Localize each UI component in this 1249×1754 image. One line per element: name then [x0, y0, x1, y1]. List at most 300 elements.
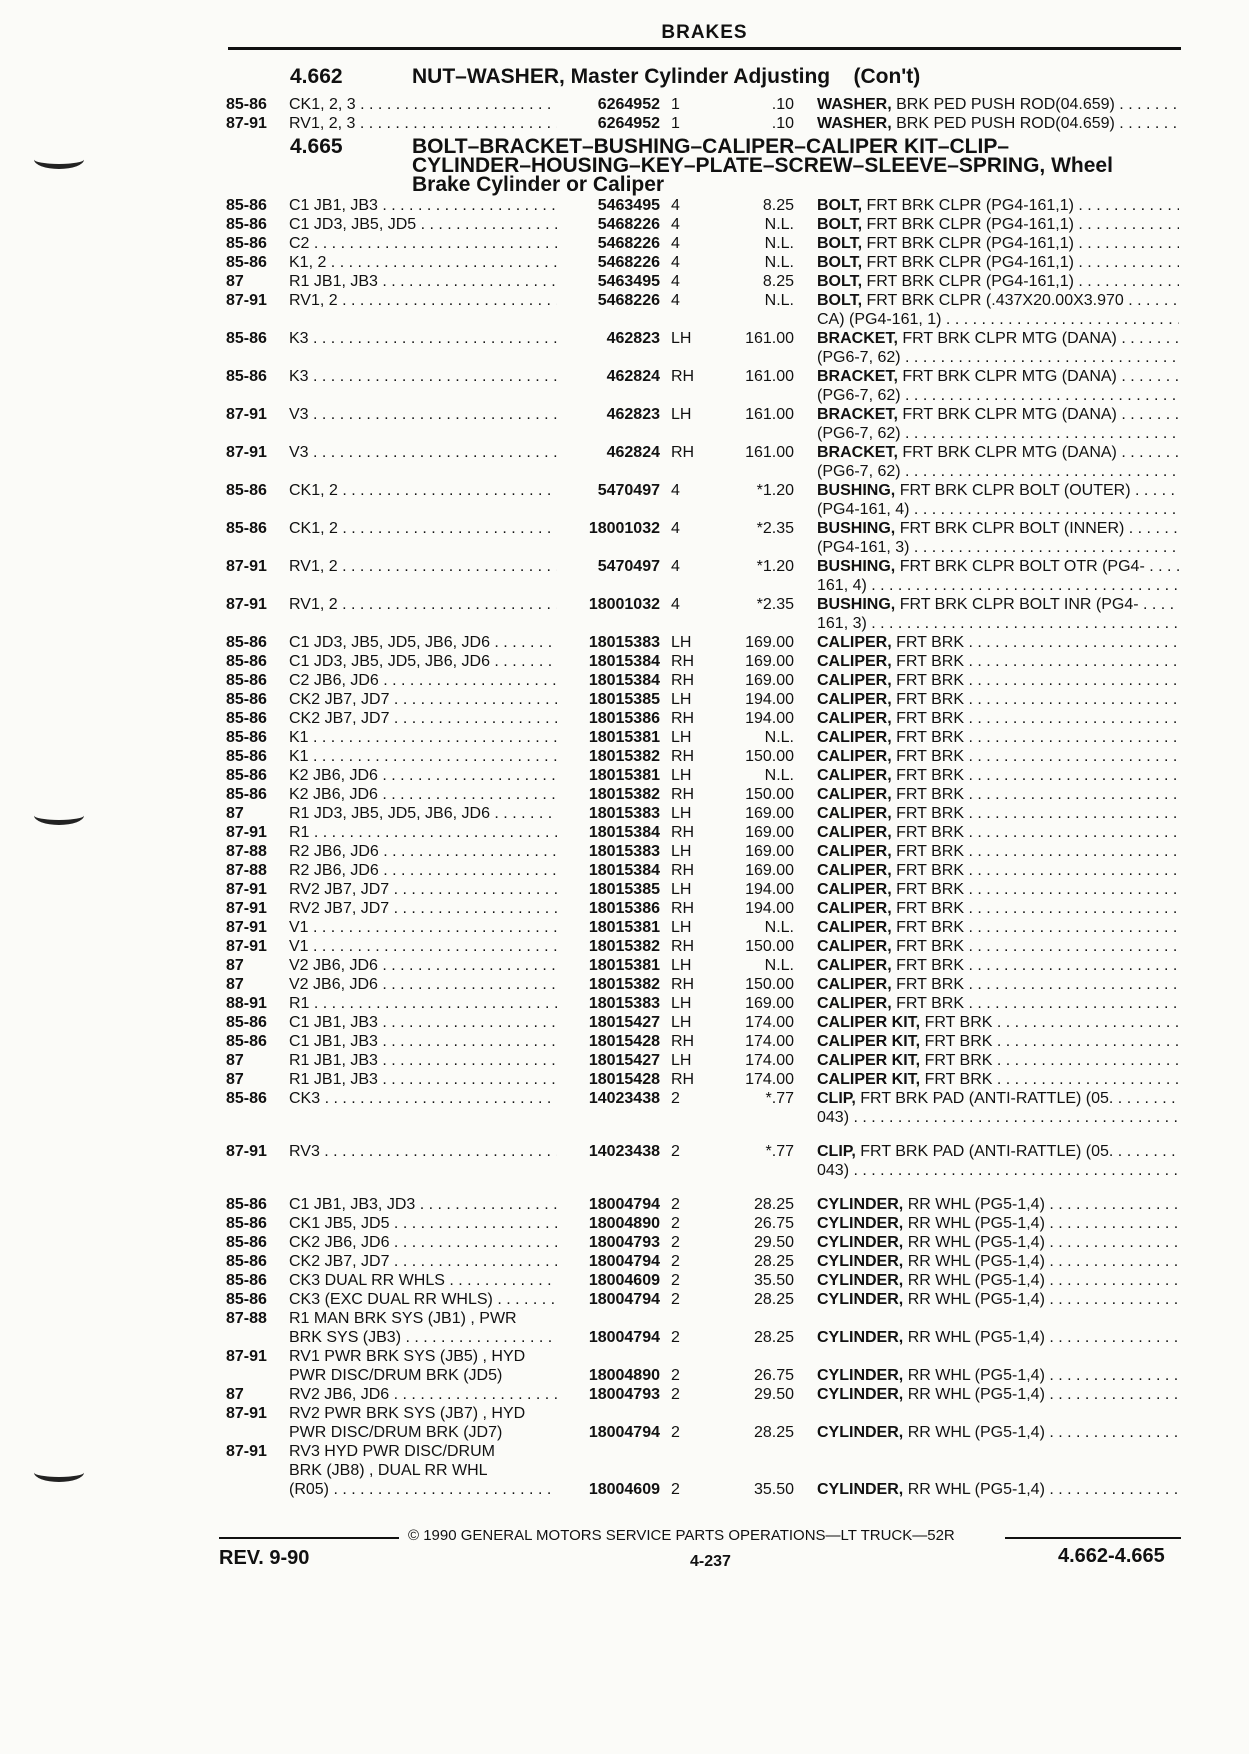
description-text: RR WHL (PG5-1,4) . . . [908, 1253, 1179, 1270]
description-text: (PG6-7, 62) . . . [817, 349, 1179, 366]
table-row [0, 215, 1249, 234]
section-title-lines [412, 137, 1192, 194]
quantity: LH [671, 805, 692, 822]
table-row [0, 1404, 1249, 1423]
application: BRK SYS (JB3) . . . [289, 1328, 557, 1347]
application: CK1, 2 . . . [289, 481, 557, 500]
part-number: 18015428 [588, 1033, 660, 1050]
table-row [0, 652, 1249, 671]
price: 194.00 [745, 881, 794, 898]
quantity: RH [671, 786, 695, 803]
part-name: CALIPER, [817, 767, 892, 784]
table-row [0, 481, 1249, 500]
part-number: 18004794 [588, 1424, 660, 1441]
part-number: 18004609 [588, 1481, 660, 1498]
price: 29.50 [753, 1234, 794, 1251]
table-row [0, 1127, 1249, 1142]
table-row [0, 614, 1249, 633]
quantity: LH [671, 995, 692, 1012]
part-number: 18004794 [588, 1196, 660, 1213]
table-row [0, 1271, 1249, 1290]
part-number: 18015383 [588, 634, 660, 651]
part-name: CALIPER KIT, [817, 1071, 921, 1088]
part-number: 14023438 [588, 1143, 660, 1160]
application: RV1, 2 . . . [289, 291, 557, 310]
table-row [0, 310, 1249, 329]
part-description [817, 1252, 1179, 1271]
quantity: 4 [671, 273, 680, 290]
quantity: RH [671, 862, 695, 879]
part-description [817, 1108, 1179, 1127]
model-year: 85-86 [226, 710, 267, 727]
table-row [0, 1442, 1249, 1461]
model-year: 87 [226, 976, 244, 993]
price: 35.50 [753, 1481, 794, 1498]
part-name: BUSHING, [817, 482, 896, 499]
application: R1 . . . [289, 994, 557, 1013]
quantity: LH [671, 330, 692, 347]
part-description [817, 576, 1179, 595]
part-name: CYLINDER, [817, 1234, 904, 1251]
application: PWR DISC/DRUM BRK (JD7) [289, 1424, 503, 1441]
table-row [0, 367, 1249, 386]
table-row [0, 1290, 1249, 1309]
quantity: RH [671, 672, 695, 689]
price: *2.35 [756, 596, 794, 613]
part-name: CALIPER, [817, 957, 892, 974]
price: 8.25 [762, 273, 794, 290]
part-description [817, 1214, 1179, 1233]
price: N.L. [764, 729, 794, 746]
table-row [0, 1108, 1249, 1127]
part-description [817, 367, 1179, 386]
description-text: FRT BRK . . . [925, 1052, 1179, 1069]
quantity: LH [671, 406, 692, 423]
application: RV2 PWR BRK SYS (JB7) , HYD [289, 1405, 526, 1422]
part-description [817, 291, 1179, 310]
table-row [0, 424, 1249, 443]
section-title-line: CYLINDER–HOUSING–KEY–PLATE–SCREW–SLEEVE–SPRING, Wheel [412, 154, 1113, 177]
quantity: RH [671, 748, 695, 765]
description-text: FRT BRK . . . [896, 938, 1179, 955]
part-description [817, 1013, 1179, 1032]
model-year: 85-86 [226, 1215, 267, 1232]
price: 28.25 [753, 1329, 794, 1346]
part-description [817, 842, 1179, 861]
part-description [817, 1142, 1179, 1161]
model-year: 87-91 [226, 596, 267, 613]
price: 174.00 [745, 1071, 794, 1088]
model-year: 87-91 [226, 444, 267, 461]
description-text: RR WHL (PG5-1,4) . . . [908, 1215, 1179, 1232]
description-text: FRT BRK . . . [925, 1033, 1179, 1050]
part-description [817, 652, 1179, 671]
quantity: 2 [671, 1090, 680, 1107]
price: 169.00 [745, 824, 794, 841]
part-name: CALIPER, [817, 748, 892, 765]
section-title-line: Brake Cylinder or Caliper [412, 173, 665, 196]
price: 169.00 [745, 805, 794, 822]
description-text: RR WHL (PG5-1,4) . . . [908, 1234, 1179, 1251]
part-description [817, 462, 1179, 481]
description-text: RR WHL (PG5-1,4) . . . [908, 1291, 1179, 1308]
part-name: WASHER, [817, 115, 892, 132]
part-name: CLIP, [817, 1143, 856, 1160]
description-text: (PG6-7, 62) . . . [817, 425, 1179, 442]
quantity: 4 [671, 216, 680, 233]
quantity: 2 [671, 1196, 680, 1213]
table-row [0, 1195, 1249, 1214]
description-text: FRT BRK CLPR (.437X20.00X3.970 . . . [866, 292, 1179, 309]
price: 194.00 [745, 710, 794, 727]
quantity: 2 [671, 1386, 680, 1403]
description-text: RR WHL (PG5-1,4) . . . [908, 1424, 1179, 1441]
part-number: 462823 [606, 330, 660, 347]
quantity: RH [671, 900, 695, 917]
application: V1 . . . [289, 918, 557, 937]
model-year: 85-86 [226, 653, 267, 670]
table-row [0, 1480, 1249, 1499]
quantity: 4 [671, 235, 680, 252]
application: R1 JB1, JB3 . . . [289, 1070, 557, 1089]
price: *.77 [765, 1143, 794, 1160]
description-text: CA) (PG4-161, 1) . . . [817, 311, 1179, 328]
application: C1 JB1, JB3, JD3 . . . [289, 1195, 557, 1214]
part-description [817, 614, 1179, 633]
model-year: 87-91 [226, 824, 267, 841]
part-description [817, 114, 1179, 133]
application: (R05) . . . [289, 1480, 557, 1499]
application: K3 . . . [289, 329, 557, 348]
description-text: FRT BRK . . . [896, 691, 1179, 708]
part-name: CALIPER KIT, [817, 1052, 921, 1069]
part-number: 18004794 [588, 1329, 660, 1346]
part-number: 5470497 [597, 558, 660, 575]
quantity: LH [671, 919, 692, 936]
price: 161.00 [745, 330, 794, 347]
model-year: 85-86 [226, 1253, 267, 1270]
quantity: LH [671, 957, 692, 974]
part-number: 5463495 [597, 273, 660, 290]
part-name: BOLT, [817, 292, 863, 309]
part-description [817, 1070, 1179, 1089]
table-row [0, 1180, 1249, 1195]
model-year: 87 [226, 805, 244, 822]
application: PWR DISC/DRUM BRK (JD5) [289, 1367, 503, 1384]
part-name: CALIPER, [817, 919, 892, 936]
table-row [0, 899, 1249, 918]
application: RV2 JB6, JD6 . . . [289, 1385, 557, 1404]
part-name: CALIPER, [817, 900, 892, 917]
price: .10 [771, 115, 794, 132]
description-text: FRT BRK CLPR (PG4-161,1) . . . [866, 197, 1179, 214]
model-year: 87 [226, 957, 244, 974]
part-description [817, 1089, 1179, 1108]
table-row [0, 728, 1249, 747]
part-name: BOLT, [817, 273, 863, 290]
part-description [817, 1233, 1179, 1252]
description-text: BRK PED PUSH ROD(04.659) . . . . . [896, 96, 1179, 113]
model-year: 85-86 [226, 1033, 267, 1050]
price: 26.75 [753, 1215, 794, 1232]
part-name: CALIPER, [817, 995, 892, 1012]
application: C1 JD3, JB5, JD5, JB6, JD6 . . . [289, 652, 557, 671]
model-year: 87 [226, 1052, 244, 1069]
application: K2 JB6, JD6 . . . [289, 766, 557, 785]
footer-revision: REV. 9-90 [219, 1547, 310, 1569]
application: K1, 2 . . . [289, 253, 557, 272]
quantity: RH [671, 710, 695, 727]
part-number: 18001032 [588, 520, 660, 537]
description-text: FRT BRK CLPR (PG4-161,1) . . . [866, 273, 1179, 290]
application: R1 MAN BRK SYS (JB1) , PWR [289, 1310, 517, 1327]
part-number: 18015382 [588, 786, 660, 803]
description-text: FRT BRK CLPR BOLT (OUTER) . . . [900, 482, 1179, 499]
part-number: 462824 [606, 368, 660, 385]
price: 169.00 [745, 843, 794, 860]
model-year: 85-86 [226, 254, 267, 271]
part-name: CYLINDER, [817, 1386, 904, 1403]
part-description [817, 1051, 1179, 1070]
model-year: 85-86 [226, 748, 267, 765]
price: *1.20 [756, 482, 794, 499]
price: N.L. [764, 235, 794, 252]
price: 169.00 [745, 672, 794, 689]
table-row [0, 1423, 1249, 1442]
table-row [0, 671, 1249, 690]
description-text: FRT BRK PAD (ANTI-RATTLE) (05. . . . [860, 1090, 1179, 1107]
price: *2.35 [756, 520, 794, 537]
part-name: CALIPER, [817, 634, 892, 651]
application: R1 JB1, JB3 . . . [289, 272, 557, 291]
model-year: 87-91 [226, 558, 267, 575]
table-row [0, 785, 1249, 804]
model-year: 87-88 [226, 1310, 267, 1327]
model-year: 85-86 [226, 1234, 267, 1251]
quantity: LH [671, 881, 692, 898]
description-text: 161, 4) . . . [817, 577, 1179, 594]
model-year: 85-86 [226, 786, 267, 803]
description-text: FRT BRK . . . [896, 653, 1179, 670]
part-description [817, 918, 1179, 937]
price: 169.00 [745, 995, 794, 1012]
application: R2 JB6, JD6 . . . [289, 861, 557, 880]
table-row [0, 557, 1249, 576]
quantity: 4 [671, 520, 680, 537]
model-year: 87-91 [226, 919, 267, 936]
parts-table [0, 95, 1249, 1499]
table-row [0, 196, 1249, 215]
part-name: CALIPER, [817, 672, 892, 689]
part-description [817, 443, 1179, 462]
application: RV1 PWR BRK SYS (JB5) , HYD [289, 1348, 526, 1365]
model-year: 85-86 [226, 197, 267, 214]
table-row [0, 595, 1249, 614]
part-name: WASHER, [817, 96, 892, 113]
part-number: 5468226 [597, 235, 660, 252]
part-number: 18015381 [588, 919, 660, 936]
part-number: 14023438 [588, 1090, 660, 1107]
model-year: 87 [226, 1071, 244, 1088]
table-row [0, 500, 1249, 519]
part-number: 462824 [606, 444, 660, 461]
table-row [0, 633, 1249, 652]
part-description [817, 196, 1179, 215]
part-name: CYLINDER, [817, 1253, 904, 1270]
table-row [0, 386, 1249, 405]
description-text: FRT BRK . . . [896, 672, 1179, 689]
description-text: FRT BRK . . . [896, 976, 1179, 993]
table-row [0, 861, 1249, 880]
part-number: 5463495 [597, 197, 660, 214]
price: N.L. [764, 216, 794, 233]
table-row [0, 519, 1249, 538]
description-text: RR WHL (PG5-1,4) . . . [908, 1196, 1179, 1213]
model-year: 88-91 [226, 995, 267, 1012]
part-number: 462823 [606, 406, 660, 423]
description-text: FRT BRK . . . [896, 634, 1179, 651]
part-number: 18015386 [588, 900, 660, 917]
description-text: FRT BRK CLPR BOLT INR (PG4- . . . [900, 596, 1179, 613]
application: C1 JB1, JB3 . . . [289, 196, 557, 215]
price: 161.00 [745, 444, 794, 461]
table-row [0, 1385, 1249, 1404]
description-text: FRT BRK CLPR (PG4-161,1) . . . [866, 254, 1179, 271]
part-number: 18004890 [588, 1215, 660, 1232]
part-number: 18015384 [588, 653, 660, 670]
table-row [0, 405, 1249, 424]
part-name: CALIPER, [817, 653, 892, 670]
application: CK3 . . . [289, 1089, 557, 1108]
application: CK2 JB6, JD6 . . . [289, 1233, 557, 1252]
part-name: BOLT, [817, 216, 863, 233]
quantity: LH [671, 767, 692, 784]
model-year: 85-86 [226, 368, 267, 385]
table-row [0, 1013, 1249, 1032]
quantity: LH [671, 634, 692, 651]
part-number: 18015427 [588, 1014, 660, 1031]
part-number: 18015385 [588, 691, 660, 708]
application: C1 JB1, JB3 . . . [289, 1032, 557, 1051]
quantity: 2 [671, 1143, 680, 1160]
part-description [817, 519, 1179, 538]
description-text: FRT BRK . . . [896, 824, 1179, 841]
part-name: CYLINDER, [817, 1424, 904, 1441]
application: RV3 HYD PWR DISC/DRUM [289, 1443, 495, 1460]
quantity: 2 [671, 1329, 680, 1346]
part-name: CALIPER, [817, 843, 892, 860]
part-name: CYLINDER, [817, 1291, 904, 1308]
part-number: 18015381 [588, 767, 660, 784]
part-number: 18015383 [588, 843, 660, 860]
description-text: FRT BRK CLPR (PG4-161,1) . . . [866, 216, 1179, 233]
section-heading-4665 [0, 133, 1249, 196]
part-description [817, 994, 1179, 1013]
application: CK2 JB7, JD7 . . . [289, 1252, 557, 1271]
part-description [817, 348, 1179, 367]
model-year: 87-91 [226, 1348, 267, 1365]
part-number: 18015384 [588, 672, 660, 689]
description-text: RR WHL (PG5-1,4) . . . [908, 1386, 1179, 1403]
model-year: 85-86 [226, 1196, 267, 1213]
application: K3 . . . [289, 367, 557, 386]
part-description [817, 690, 1179, 709]
table-row [0, 1051, 1249, 1070]
model-year: 85-86 [226, 672, 267, 689]
part-number: 18001032 [588, 596, 660, 613]
model-year: 85-86 [226, 729, 267, 746]
part-description [817, 500, 1179, 519]
part-number: 5468226 [597, 254, 660, 271]
table-row [0, 272, 1249, 291]
part-description [817, 1032, 1179, 1051]
part-number: 18015382 [588, 976, 660, 993]
quantity: 2 [671, 1481, 680, 1498]
description-text: FRT BRK . . . [896, 805, 1179, 822]
model-year: 87-91 [226, 292, 267, 309]
model-year: 85-86 [226, 235, 267, 252]
table-row [0, 937, 1249, 956]
part-name: CALIPER, [817, 729, 892, 746]
footer-section-range: 4.662-4.665 [1058, 1545, 1165, 1567]
description-text: FRT BRK CLPR BOLT OTR (PG4- . . . [900, 558, 1179, 575]
part-number: 18004794 [588, 1291, 660, 1308]
application: C2 . . . [289, 234, 557, 253]
description-text: FRT BRK . . . [896, 881, 1179, 898]
description-text: FRT BRK . . . [896, 710, 1179, 727]
part-name: CALIPER, [817, 786, 892, 803]
application: C1 JB1, JB3 . . . [289, 1013, 557, 1032]
description-text: FRT BRK . . . [896, 767, 1179, 784]
section-heading-4662 [290, 67, 920, 86]
price: 194.00 [745, 691, 794, 708]
price: 169.00 [745, 634, 794, 651]
model-year: 85-86 [226, 330, 267, 347]
application: V1 . . . [289, 937, 557, 956]
footer-page-number: 4-237 [690, 1553, 731, 1570]
description-text: RR WHL (PG5-1,4) . . . [908, 1272, 1179, 1289]
table-row [0, 823, 1249, 842]
table-row [0, 690, 1249, 709]
application: R2 JB6, JD6 . . . [289, 842, 557, 861]
table-row [0, 975, 1249, 994]
application: K1 . . . [289, 728, 557, 747]
part-description [817, 1480, 1179, 1499]
description-text: FRT BRK . . . [896, 748, 1179, 765]
part-number: 6264952 [597, 96, 660, 113]
part-name: CYLINDER, [817, 1329, 904, 1346]
application: RV1, 2, 3 . . . [289, 114, 557, 133]
table-row [0, 348, 1249, 367]
part-number: 18015427 [588, 1052, 660, 1069]
description-text: FRT BRK CLPR MTG (DANA) . . . [902, 368, 1179, 385]
table-row [0, 994, 1249, 1013]
part-number: 18015381 [588, 957, 660, 974]
price: N.L. [764, 957, 794, 974]
table-row [0, 1366, 1249, 1385]
price: 174.00 [745, 1033, 794, 1050]
table-row [0, 1252, 1249, 1271]
table-row [0, 1032, 1249, 1051]
part-description [817, 95, 1179, 114]
part-description [817, 899, 1179, 918]
description-text: (PG6-7, 62) . . . [817, 387, 1179, 404]
description-text: FRT BRK . . . [896, 995, 1179, 1012]
model-year: 85-86 [226, 520, 267, 537]
part-number: 18015386 [588, 710, 660, 727]
price: N.L. [764, 767, 794, 784]
quantity: RH [671, 653, 695, 670]
